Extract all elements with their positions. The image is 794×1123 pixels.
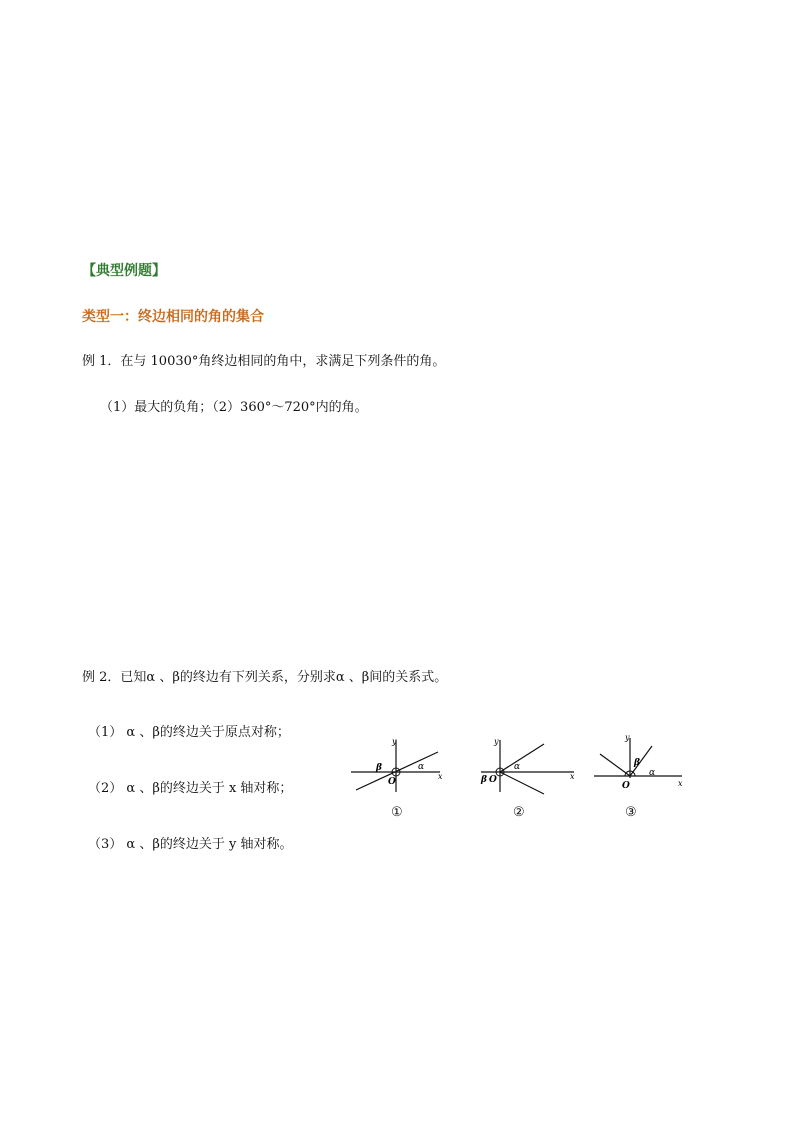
figure-1-terminal-side (356, 752, 438, 790)
figure-3-alpha-label: α (649, 768, 656, 778)
figure-1-y-label: y (392, 737, 397, 746)
figure-1-label: ① (391, 805, 403, 820)
figure-2-terminal-alpha (500, 744, 544, 772)
figure-3-label: ③ (625, 805, 637, 820)
figure-2-terminal-beta (500, 772, 544, 794)
figure-1-beta-label: β (376, 763, 382, 773)
figure-2-alpha-label: α (514, 762, 521, 772)
figure-3 (592, 730, 688, 796)
example2-part-3: （3） α 、β的终边关于 y 轴对称。 (88, 837, 293, 852)
figure-1-x-label: x (438, 772, 443, 781)
example2-part-1: （1） α 、β的终边关于原点对称； (88, 725, 290, 740)
figure-1-alpha-label: α (418, 762, 425, 772)
figure-2-label: ② (513, 805, 525, 820)
figure-3-origin-label: O (622, 781, 630, 791)
example1-subparts: （1）最大的负角；（2）360°～720°内的角。 (100, 400, 368, 415)
figure-1 (348, 732, 448, 798)
figure-3-y-label: y (625, 733, 630, 742)
figure-2-origin-label: O (489, 775, 497, 785)
figure-2-x-label: x (570, 772, 575, 781)
example2-part-2: （2） α 、β的终边关于 x 轴对称； (88, 781, 293, 796)
figure-2-y-label: y (494, 737, 499, 746)
figure-1-origin-label: O (388, 777, 396, 787)
figure-3-beta-label: β (634, 758, 640, 768)
figure-3-terminal-beta (600, 754, 630, 776)
figure-3-x-label: x (678, 779, 683, 788)
section-heading: 【典型例题】 (82, 263, 166, 279)
type-heading: 类型一：终边相同的角的集合 (82, 309, 264, 325)
example1-text: 例 1．在与 10030°角终边相同的角中，求满足下列条件的角。 (82, 354, 446, 369)
figure-2 (478, 734, 578, 800)
example2-text: 例 2．已知α 、β的终边有下列关系，分别求α 、β间的关系式。 (82, 670, 448, 685)
figure-2-beta-label: β (481, 775, 487, 785)
